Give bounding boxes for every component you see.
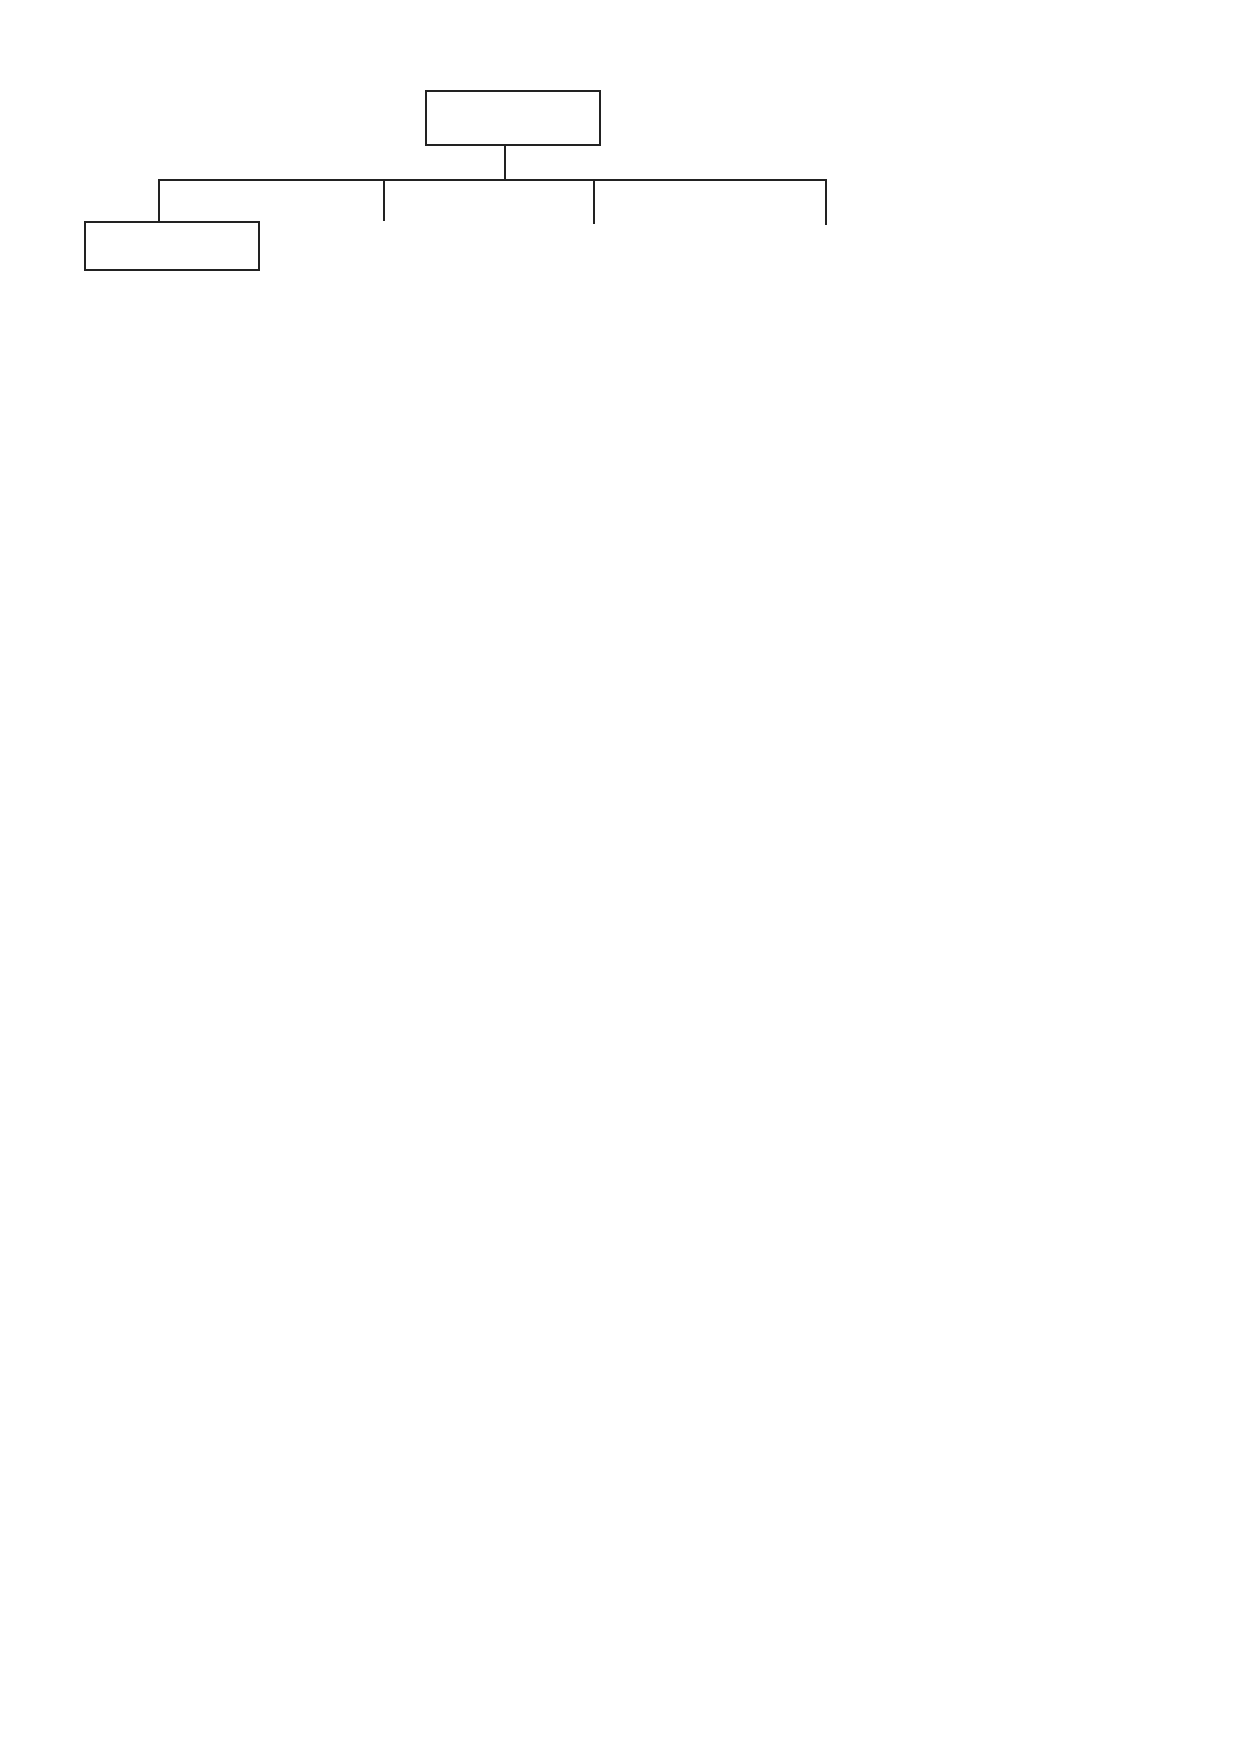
org-connector: [593, 179, 595, 224]
org-connector: [383, 179, 385, 221]
org-root-box: [425, 90, 601, 146]
org-connector: [504, 146, 506, 180]
org-connector: [158, 179, 827, 181]
org-child-box: [84, 221, 260, 271]
org-connector: [158, 179, 160, 222]
org-connector: [825, 179, 827, 225]
